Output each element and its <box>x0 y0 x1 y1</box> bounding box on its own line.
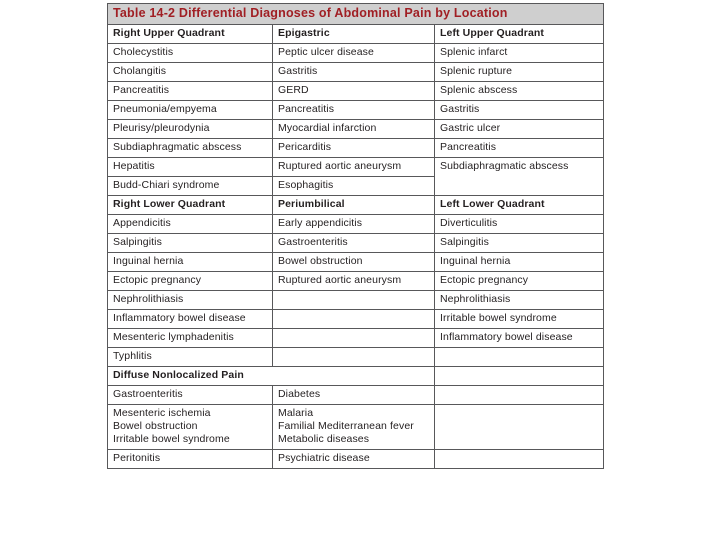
cell-luq: Gastric ulcer <box>435 120 604 139</box>
cell-diffuse-middle-line: Malaria <box>278 407 314 419</box>
cell-diffuse-middle-line: Metabolic diseases <box>278 433 370 445</box>
cell-llq: Irritable bowel syndrome <box>435 310 604 329</box>
table-row <box>108 215 604 234</box>
cell-ruq: Pleurisy/pleurodynia <box>108 120 273 139</box>
cell-empty <box>435 367 604 386</box>
cell-llq: Nephrolithiasis <box>435 291 604 310</box>
cell-epigastric: Esophagitis <box>273 177 435 196</box>
cell-diffuse-left: Gastroenteritis <box>108 386 273 405</box>
table-container <box>107 3 603 469</box>
cell-rlq: Salpingitis <box>108 234 273 253</box>
cell-ruq: Cholangitis <box>108 63 273 82</box>
table-row <box>108 139 604 158</box>
section-header-row-upper <box>108 25 604 44</box>
cell-periumbilical-empty <box>273 348 435 367</box>
column-header-epigastric: Epigastric <box>273 25 435 44</box>
table-row <box>108 44 604 63</box>
cell-llq: Inguinal hernia <box>435 253 604 272</box>
cell-rlq: Inguinal hernia <box>108 253 273 272</box>
cell-llq: Inflammatory bowel disease <box>435 329 604 348</box>
table-row <box>108 291 604 310</box>
cell-periumbilical: Bowel obstruction <box>273 253 435 272</box>
cell-diffuse-left: Peritonitis <box>108 450 273 469</box>
cell-empty <box>435 386 604 405</box>
cell-llq: Diverticulitis <box>435 215 604 234</box>
differential-diagnoses-table <box>107 3 604 469</box>
column-header-right-upper-quadrant: Right Upper Quadrant <box>108 25 273 44</box>
cell-rlq: Typhlitis <box>108 348 273 367</box>
cell-llq: Ectopic pregnancy <box>435 272 604 291</box>
cell-diffuse-left-line: Irritable bowel syndrome <box>113 433 230 445</box>
table-row <box>108 253 604 272</box>
cell-luq: Pancreatitis <box>435 139 604 158</box>
table-row <box>108 234 604 253</box>
column-header-right-lower-quadrant: Right Lower Quadrant <box>108 196 273 215</box>
cell-periumbilical: Early appendicitis <box>273 215 435 234</box>
cell-diffuse-middle: Psychiatric disease <box>273 450 435 469</box>
cell-rlq: Ectopic pregnancy <box>108 272 273 291</box>
cell-luq: Splenic abscess <box>435 82 604 101</box>
cell-llq: Salpingitis <box>435 234 604 253</box>
cell-periumbilical-empty <box>273 329 435 348</box>
cell-periumbilical-empty <box>273 310 435 329</box>
section-header-diffuse-nonlocalized-pain: Diffuse Nonlocalized Pain <box>108 367 435 386</box>
table-caption-row <box>108 4 604 25</box>
cell-periumbilical: Gastroenteritis <box>273 234 435 253</box>
cell-ruq: Hepatitis <box>108 158 273 177</box>
column-header-left-lower-quadrant: Left Lower Quadrant <box>435 196 604 215</box>
cell-luq: Splenic rupture <box>435 63 604 82</box>
cell-diffuse-left-group <box>108 405 273 450</box>
table-row <box>108 310 604 329</box>
cell-epigastric: Gastritis <box>273 63 435 82</box>
table-row <box>108 101 604 120</box>
table-row <box>108 120 604 139</box>
table-row <box>108 450 604 469</box>
cell-empty <box>435 450 604 469</box>
table-caption-cell <box>108 4 604 25</box>
table-row <box>108 158 604 177</box>
cell-rlq: Mesenteric lymphadenitis <box>108 329 273 348</box>
cell-epigastric: GERD <box>273 82 435 101</box>
cell-epigastric: Myocardial infarction <box>273 120 435 139</box>
cell-periumbilical-empty <box>273 291 435 310</box>
table-caption-text: Table 14-2 Differential Diagnoses of Abdominal Pain by Location <box>113 6 508 20</box>
column-header-left-upper-quadrant: Left Upper Quadrant <box>435 25 604 44</box>
cell-empty <box>435 405 604 450</box>
cell-ruq: Subdiaphragmatic abscess <box>108 139 273 158</box>
cell-llq-empty <box>435 348 604 367</box>
cell-periumbilical: Ruptured aortic aneurysm <box>273 272 435 291</box>
cell-diffuse-left-line: Mesenteric ischemia <box>113 407 211 419</box>
table-row-merged-group <box>108 405 604 450</box>
cell-luq-merged: Subdiaphragmatic abscess <box>435 158 604 196</box>
table-row <box>108 386 604 405</box>
cell-epigastric: Ruptured aortic aneurysm <box>273 158 435 177</box>
cell-rlq: Nephrolithiasis <box>108 291 273 310</box>
cell-epigastric: Pancreatitis <box>273 101 435 120</box>
section-header-row-lower <box>108 196 604 215</box>
section-header-row-diffuse <box>108 367 604 386</box>
cell-diffuse-left-line: Bowel obstruction <box>113 420 198 432</box>
cell-epigastric: Peptic ulcer disease <box>273 44 435 63</box>
cell-diffuse-middle-line: Familial Mediterranean fever <box>278 420 414 432</box>
table-row <box>108 348 604 367</box>
cell-ruq: Budd-Chiari syndrome <box>108 177 273 196</box>
cell-rlq: Inflammatory bowel disease <box>108 310 273 329</box>
cell-diffuse-middle-group <box>273 405 435 450</box>
cell-diffuse-middle: Diabetes <box>273 386 435 405</box>
table-row <box>108 329 604 348</box>
cell-ruq: Pneumonia/empyema <box>108 101 273 120</box>
table-row <box>108 272 604 291</box>
cell-ruq: Pancreatitis <box>108 82 273 101</box>
cell-epigastric: Pericarditis <box>273 139 435 158</box>
cell-rlq: Appendicitis <box>108 215 273 234</box>
cell-luq: Gastritis <box>435 101 604 120</box>
column-header-periumbilical: Periumbilical <box>273 196 435 215</box>
table-row <box>108 63 604 82</box>
cell-luq: Splenic infarct <box>435 44 604 63</box>
table-row <box>108 82 604 101</box>
cell-ruq: Cholecystitis <box>108 44 273 63</box>
